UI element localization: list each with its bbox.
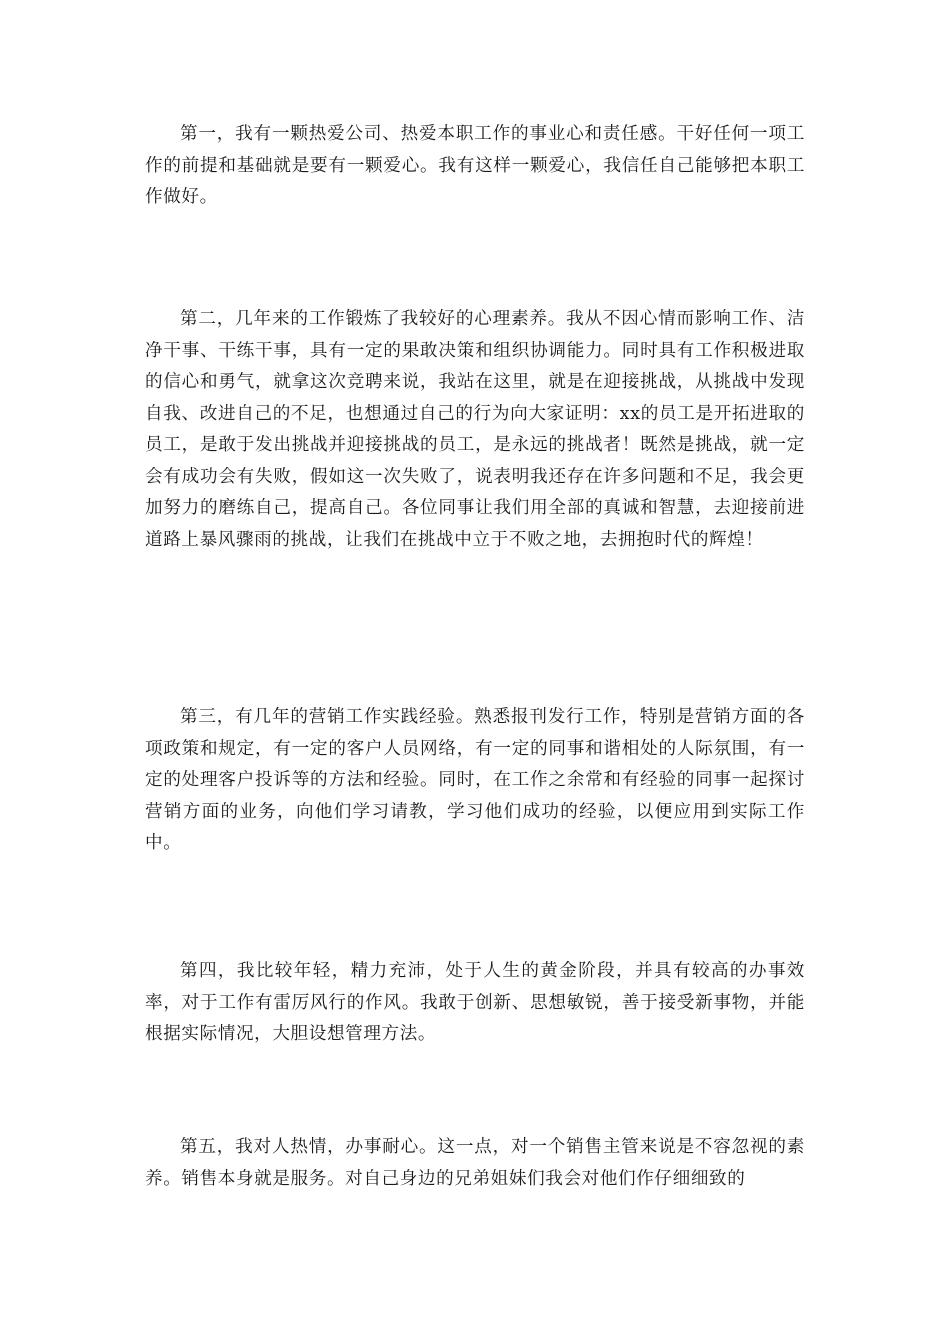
paragraph-fifth-point: 第五，我对人热情，办事耐心。这一点，对一个销售主管来说是不容忽视的素养。销售本身就是服务。对自己身边的兄弟姐妹们我会对他们作仔细细致的 [145, 1137, 805, 1189]
paragraph-second-point: 第二，几年来的工作锻炼了我较好的心理素养。我从不因心情而影响工作、洁净干事、干练干事，具有一定的果敢决策和组织协调能力。同时具有工作积极进取的信心和勇气，就拿这次竞聘来说，我站在这里，就是在迎接挑战，从挑战中发现自我、改进自己的不足，也想通过自己的行为向大家证明：xx的员工是开拓进取的员工，是敢于发出挑战并迎接挑战的员工，是永远的挑战者！既然是挑战，就一定会有成功会有失败，假如这一次失败了，说表明我还存在许多问题和不足，我会更加努力的磨练自己，提高自己。各位同事让我们用全部的真诚和智慧，去迎接前进道路上暴风骤雨的挑战，让我们在挑战中立于不败之地，去拥抱时代的辉煌！ [145, 309, 805, 550]
paragraph-third-point: 第三，有几年的营销工作实践经验。熟悉报刊发行工作，特别是营销方面的各项政策和规定，有一定的客户人员网络，有一定的同事和谐相处的人际氛围，有一定的处理客户投诉等的方法和经验。同时，在工作之余常和有经验的同事一起探讨营销方面的业务，向他们学习请教，学习他们成功的经验，以便应用到实际工作中。 [145, 707, 805, 853]
paragraph-first-point: 第一，我有一颗热爱公司、热爱本职工作的事业心和责任感。干好任何一项工作的前提和基础就是要有一颗爱心。我有这样一颗爱心，我信任自己能够把本职工作做好。 [145, 124, 805, 207]
paragraph-fourth-point: 第四，我比较年轻，精力充沛，处于人生的黄金阶段，并具有较高的办事效率，对于工作有雷厉风行的作风。我敢于创新、思想敏锐，善于接受新事物，并能根据实际情况，大胆设想管理方法。 [145, 961, 805, 1044]
